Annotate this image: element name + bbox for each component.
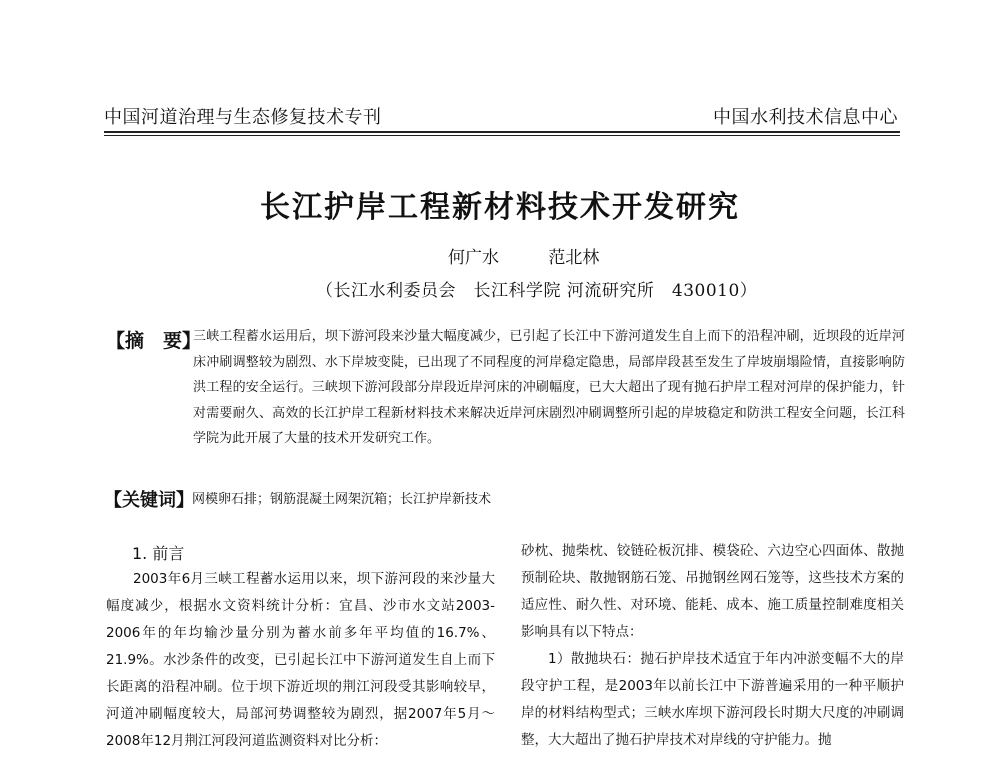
left-column-paragraph: 2003年6月三峡工程蓄水运用以来，坝下游河段的来沙量大幅度减少，根据水文资料统计分析：宜昌、沙市水文站2003-2006年的年均输沙量分别为蓄水前多年平均值的16.7%、21.9%。水沙条件的改变，已引起长江中下游河道发生自上而下长距离的沿程冲刷。位于坝下游近坝的荆江河段受其影响较早，河道冲刷幅度较大，局部河势调整较为剧烈，据2007年5月～2008年12月荆江河段河道监测资料对比分析：	[106, 571, 495, 749]
header-rule-thick	[104, 131, 900, 133]
journal-header-left: 中国河道治理与生态修复技术专刊	[104, 107, 382, 128]
paper-title: 长江护岸工程新材料技术开发研究	[260, 190, 740, 225]
affiliation: （长江水利委员会 长江科学院 河流研究所 430010）	[316, 281, 758, 301]
keywords-text: 网模卵石排；钢筋混凝土网架沉箱；长江护岸新技术	[192, 492, 492, 507]
abstract-text: 三峡工程蓄水运用后，坝下游河段来沙量大幅度减少，已引起了长江中下游河道发生自上而下的沿程冲刷，近坝段的近岸河床冲刷调整较为剧烈、水下岸坡变陡，已出现了不同程度的河岸稳定隐患，局部岸段甚至发生了岸坡崩塌险情，直接影响防洪工程的安全运行。三峡坝下游河段部分岸段近岸河床的冲刷幅度，已大大超出了现有抛石护岸工程对河岸的保护能力，针对需要耐久、高效的长江护岸工程新材料技术来解决近岸河床剧烈冲刷调整所引起的岸坡稳定和防洪工程安全问题，长江科学院为此开展了大量的技术开发研究工作。	[193, 329, 905, 447]
section-heading: 1. 前言	[132, 544, 185, 563]
author-name: 范北林	[548, 248, 600, 268]
abstract-label: 【摘 要】	[106, 330, 202, 352]
author-list	[448, 243, 599, 268]
author-name: 何广水	[448, 248, 499, 268]
journal-header-right: 中国水利技术信息中心	[713, 107, 898, 128]
right-column-paragraph: 砂枕、抛柴枕、铰链砼板沉排、模袋砼、六边空心四面体、散抛预制砼块、散抛钢筋石笼、吊抛钢丝网石笼等，这些技术方案的适应性、耐久性、对环境、能耗、成本、施工质量控制难度相关影响具有以下特点：	[521, 543, 904, 640]
right-column-paragraph: 1）散抛块石：抛石护岸技术适宜于年内冲淤变幅不大的岸段守护工程，是2003年以前长江中下游普遍采用的一种平顺护岸的材料结构型式；三峡水库坝下游河段长时期大尺度的冲刷调整，大大超出了抛石护岸技术对岸线的守护能力。抛	[521, 651, 904, 748]
keywords-label: 【关键词】	[104, 490, 194, 511]
right-column	[521, 538, 904, 754]
header-rule-thin	[104, 135, 900, 136]
